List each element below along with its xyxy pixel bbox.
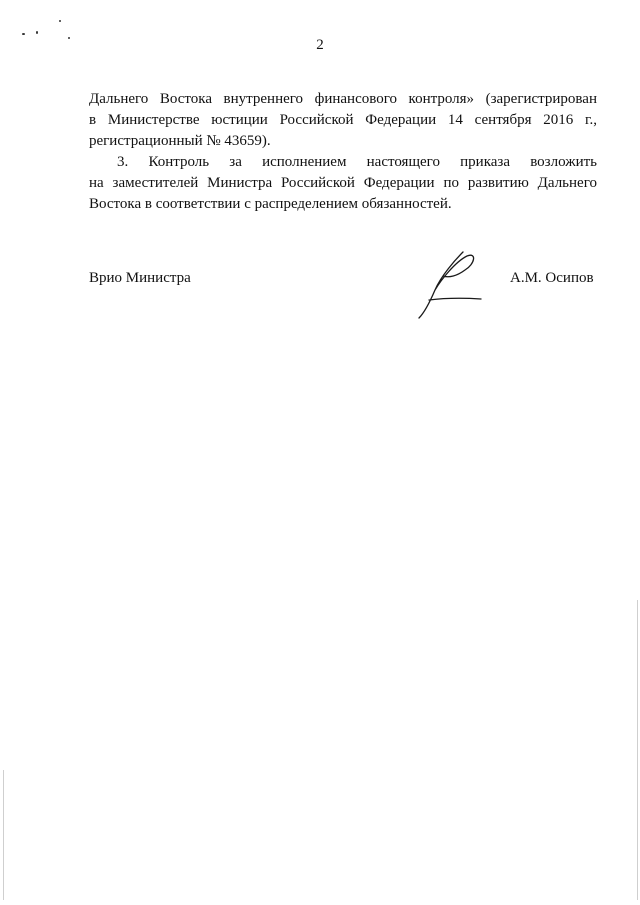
scan-speck — [22, 33, 25, 35]
scan-speck — [36, 31, 38, 34]
paragraph-continuation — [89, 89, 597, 152]
text-line: регистрационный № 43659). — [89, 133, 271, 149]
signature-stroke — [419, 252, 481, 318]
signatory-name: А.М. Осипов — [510, 270, 594, 286]
text-line: на заместителей Министра Российской Федерации по развитию Дальнего — [89, 175, 597, 191]
text-line: Востока в соответствии с распределением обязанностей. — [89, 196, 452, 212]
scan-edge-right — [637, 600, 638, 900]
text-line: 3. Контроль за исполнением настоящего приказа возложить — [117, 154, 597, 170]
paragraph-item-3 — [89, 152, 597, 215]
signatory-role: Врио Министра — [89, 270, 191, 286]
text-line: в Министерстве юстиции Российской Федерации 14 сентября 2016 г., — [89, 112, 597, 128]
text-line: Дальнего Востока внутреннего финансового контроля» (зарегистрирован — [89, 91, 597, 107]
scan-speck — [59, 20, 61, 22]
scan-edge-left — [3, 770, 4, 900]
handwritten-signature — [415, 246, 495, 321]
page-number: 2 — [316, 37, 324, 53]
